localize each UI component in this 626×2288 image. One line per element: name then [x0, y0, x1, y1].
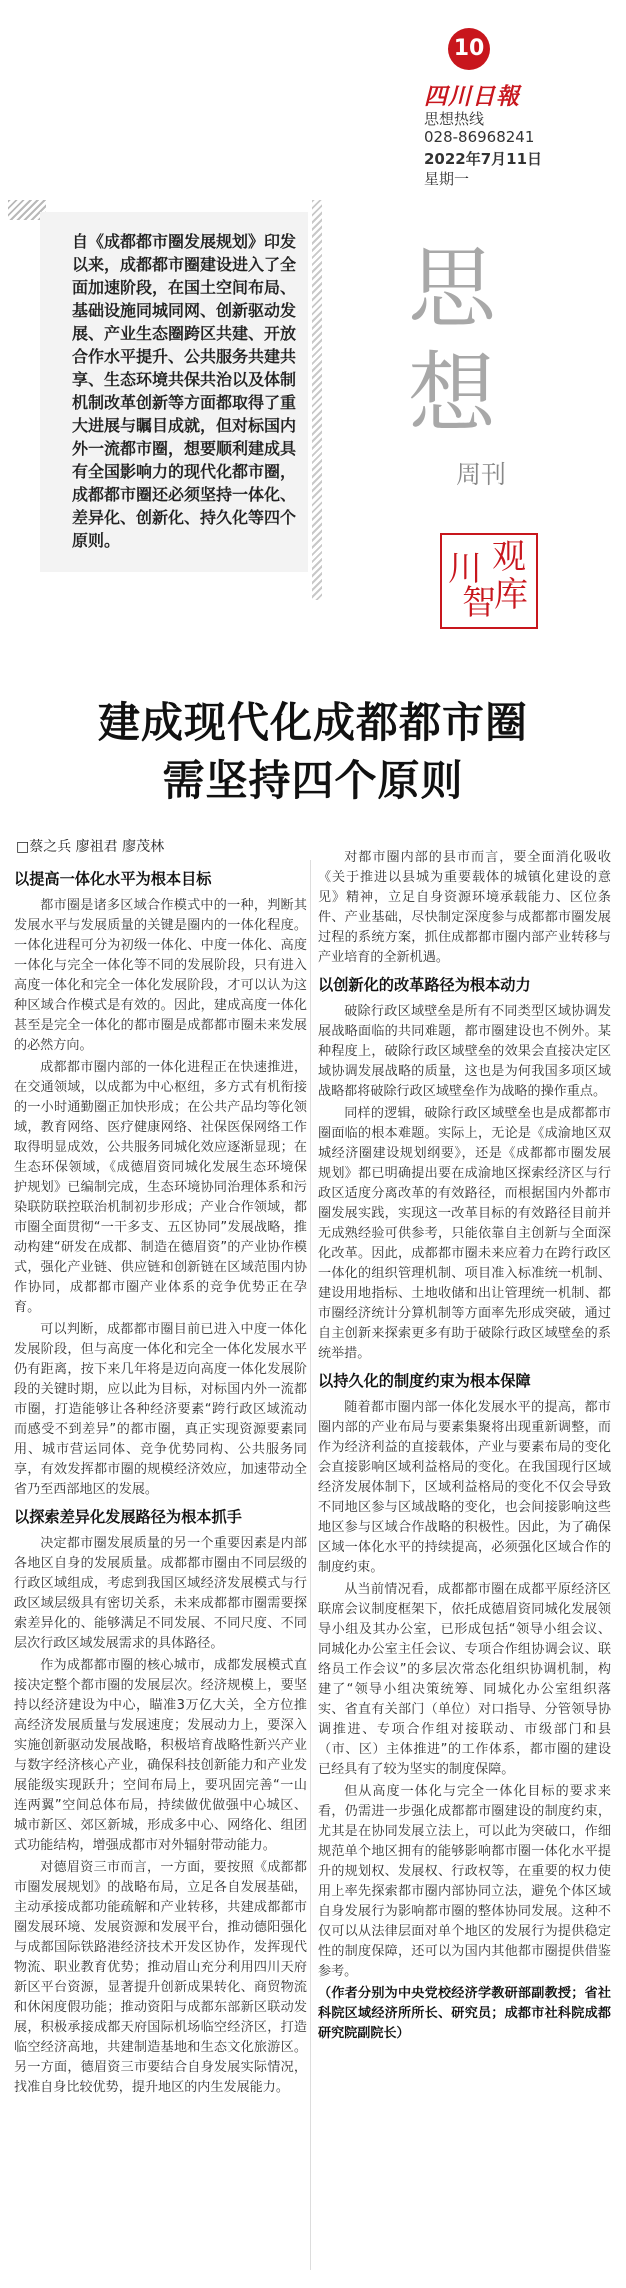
badge-char-guan: 观 [492, 537, 526, 577]
section-heading: 以持久化的制度约束为根本保障 [318, 1372, 531, 1390]
article-title-line-1: 建成现代化成都都市圈 [97, 698, 528, 747]
paragraph: 成都都市圈内部的一体化进程正在快速推进，在交通领域，以成都为中心枢纽，多方式有机衔接的一小时通勤圈正加快形成；在公共产品均等化领域，教育网络、医疗健康网络、社保医保网络工作取得明显成效，公共服务同城化效应逐渐显现；在生态环保领域，《成德眉资同城化发展生态环境保护规划》已编制完成，生态环境协同治理体系和污染联防联控联治机制初步形成；产业合作领域，都市圈全面贯彻“一干多支、五区协同”发展战略，推动构建“研发在成都、制造在德眉资”的产业协作模式，强化产业链、供应链和创新链在区域范围内协作协同，成都都市圈产业体系的竞争优势正在孕育。 [14, 1060, 307, 1315]
paragraph: 对都市圈内部的县市而言，要全面消化吸收《关于推进以县城为重要载体的城镇化建设的意见》精神，立足自身资源环境承载能力、区位条件、产业基础，尽快制定深度参与成都都市圈发展过程的系统方案，抓住成都都市圈内部产业转移与产业培育的全新机遇。 [318, 850, 611, 965]
section-heading: 以创新化的改革路径为根本动力 [318, 976, 531, 994]
paragraph: 同样的逻辑，破除行政区域壁垒也是成都都市圈面临的根本难题。实际上，无论是《成渝地区双城经济圈建设规划纲要》，还是《成都都市圈发展规划》都已明确提出要在成渝地区探索经济区与行政区适度分离改革的有效路径，而根据国内外都市圈发展实践，实现这一改革目标的有效路径目前并无成熟经验可供参考，只能依靠自主创新与全面深化改革。因此，成都都市圈未来应着力在跨行政区一体化的组织管理机制、项目准入标准统一机制、建设用地指标、土地收储和出让管理统一机制、都市圈经济统计分算机制等方面率先形成突破，通过自主创新来探索更多有助于破除行政区域壁垒的系统举措。 [318, 1106, 611, 1361]
paragraph: 对德眉资三市而言，一方面，要按照《成都都市圈发展规划》的战略布局，立足各自发展基础，主动承接成都功能疏解和产业转移，共建成都都市圈发展环境、发展资源和发展平台，推动德阳强化与成都国际铁路港经济技术开发区协作，发挥现代物流、职业教育优势；推动眉山充分利用四川天府新区平台资源，显著提升创新成果转化、商贸物流和休闲度假功能；推动资阳与成都东部新区联动发展，积极承接成都天府国际机场临空经济区，打造临空经济高地，共建制造基地和生态文化旅游区。另一方面，德眉资三市要结合自身发展实际情况，找准自身比较优势，提升地区的内生发展能力。 [14, 1860, 307, 2095]
hotline-label: 思想热线 [424, 110, 485, 128]
paragraph: 作为成都都市圈的核心城市，成都发展模式直接决定整个都市圈的发展层次。经济规模上，要坚持以经济建设为中心，瞄准3万亿大关，全方位推高经济发展质量与发展速度；发展动力上，要深入实施创新驱动发展战略，积极培育战略性新兴产业与数字经济核心产业，确保科技创新能力和产业发展能级实现跃升；空间布局上，要巩固完善“一山连两翼”空间总体布局，持续做优做强中心城区、城市新区、郊区新城，形成多中心、网络化、组团式功能结构，增强成都市对外辐射带动能力。 [14, 1658, 307, 1853]
article-column-left [14, 862, 307, 2100]
article-byline: □蔡之兵 廖祖君 廖茂林 [16, 839, 165, 855]
paragraph: 破除行政区域壁垒是所有不同类型区域协调发展战略面临的共同难题，都市圈建设也不例外。某种程度上，破除行政区域壁垒的效果会直接决定区域协调发展战略的质量，这也是为何我国多项区域战略都将破除行政区域壁垒作为战略的操作重点。 [318, 1004, 611, 1099]
paragraph: 随着都市圈内部一体化发展水平的提高，都市圈内部的产业布局与要素集聚将出现重新调整，而作为经济利益的直接载体，产业与要素布局的变化会直接影响区域利益格局的变化。在我国现行区域经济发展体制下，区域利益格局的变化不仅会导致不同地区参与区域战略的变化，也会间接影响这些地区参与区域合作战略的积极性。因此，为了确保区域一体化水平的持续提高，必须强化区域合作的制度约束。 [318, 1400, 611, 1575]
column-name-char-1: 思 [408, 237, 497, 340]
paragraph: 决定都市圈发展质量的另一个重要因素是内部各地区自身的发展质量。成都都市圈由不同层级的行政区域组成，考虑到我国区域经济发展模式与行政区域层级具有密切关系，未来成都都市圈需要探索差异化的、能够满足不同发展、不同尺度、不同层次行政区域发展需求的具体路径。 [14, 1536, 307, 1651]
paragraph: 都市圈是诸多区域合作模式中的一种，判断其发展水平与发展质量的关键是圈内的一体化程度。一体化进程可分为初级一体化、中度一体化、高度一体化与完全一体化等不同的发展阶段，只有进入高度一体化和完全一体化发展阶段，才可以认为这种区域合作模式是有效的。因此，建成高度一体化甚至是完全一体化的都市圈是成都都市圈未来发展的必然方向。 [14, 898, 307, 1053]
badge-char-chuan: 川 [448, 549, 482, 589]
issue-weekday: 星期一 [424, 170, 470, 188]
paragraph: 但从高度一体化与完全一体化目标的要求来看，仍需进一步强化成都都市圈建设的制度约束，尤其是在协同发展立法上，可以此为突破口，作细规范单个地区拥有的能够影响都市圈一体化水平提升的规划权、发展权、行政权等，在重要的权力使用上率先探索都市圈内部协同立法，避免个体区域自身发展行为影响都市圈的整体协同发展。这种不仅可以从法律层面对单个地区的发展行为提供稳定性的制度保障，还可以为国内其他都市圈提供借鉴参考。 [318, 1784, 611, 1979]
paragraph: 可以判断，成都都市圈目前已进入中度一体化发展阶段，但与高度一体化和完全一体化发展水平仍有距离，按下来几年将是迈向高度一体化发展阶段的关键时期，应以此为目标，对标国内外一流都市圈，打造能够让各种经济要素“跨行政区域流动而感受不到差异”的都市圈，真正实现资源要素同用、城市营运同体、竞争优势同构、公共服务同享，有效发挥都市圈的规模经济效应，加速带动全省乃至西部地区的发展。 [14, 1322, 307, 1497]
column-name-char-2: 想 [408, 342, 497, 445]
newspaper-masthead: 四川日報 [424, 83, 520, 110]
article-title-line-2: 需坚持四个原则 [162, 756, 464, 805]
column-weekly-label: 周刊 [456, 460, 507, 489]
page-number-badge: 10 [448, 28, 490, 70]
hotline-phone: 028-86968241 [424, 128, 535, 146]
badge-char-zhi: 智 [462, 583, 496, 623]
paragraph: 从当前情况看，成都都市圈在成都平原经济区联席会议制度框架下，依托成德眉资同城化发展领导小组及其办公室，已形成包括“领导小组会议、同城化办公室主任会议、专项合作组协调会议、联络员工作会议”的多层次常态化组织协调机制，构建了“领导小组决策统筹、同城化办公室组织落实、省直有关部门（单位）对口指导、分管领导协调推进、专项合作组对接联动、市级部门和县（市、区）主体推进”的工作体系，都市圈的建设已经具有了较为坚实的制度保障。 [318, 1582, 611, 1777]
section-heading: 以提高一体化水平为根本目标 [14, 870, 212, 888]
column-divider [310, 860, 311, 2270]
article-column-right [318, 848, 611, 2046]
issue-date: 2022年7月11日 [424, 150, 543, 168]
stripe-decoration [312, 200, 322, 600]
lead-summary: 自《成都都市圈发展规划》印发以来，成都都市圈建设进入了全面加速阶段，在国土空间布局、基础设施同城同网、创新驱动发展、产业生态圈跨区共建、开放合作水平提升、公共服务共建共享、生态环境共保共治以及体制机制改革创新等方面都取得了重大进展与瞩目成就，但对标国内外一流都市圈，想要顺利建成具有全国影响力的现代化都市圈，成都都市圈还必须坚持一体化、差异化、创新化、持久化等四个原则。 [72, 232, 297, 550]
author-note: （作者分别为中央党校经济学教研部副教授；省社科院区域经济所所长、研究员；成都市社科院成都研究院副院长） [318, 1986, 611, 2041]
badge-char-ku: 库 [494, 575, 528, 615]
column-badge-chuanzhi-guanku [440, 533, 538, 629]
section-heading: 以探索差异化发展路径为根本抓手 [14, 1508, 242, 1526]
